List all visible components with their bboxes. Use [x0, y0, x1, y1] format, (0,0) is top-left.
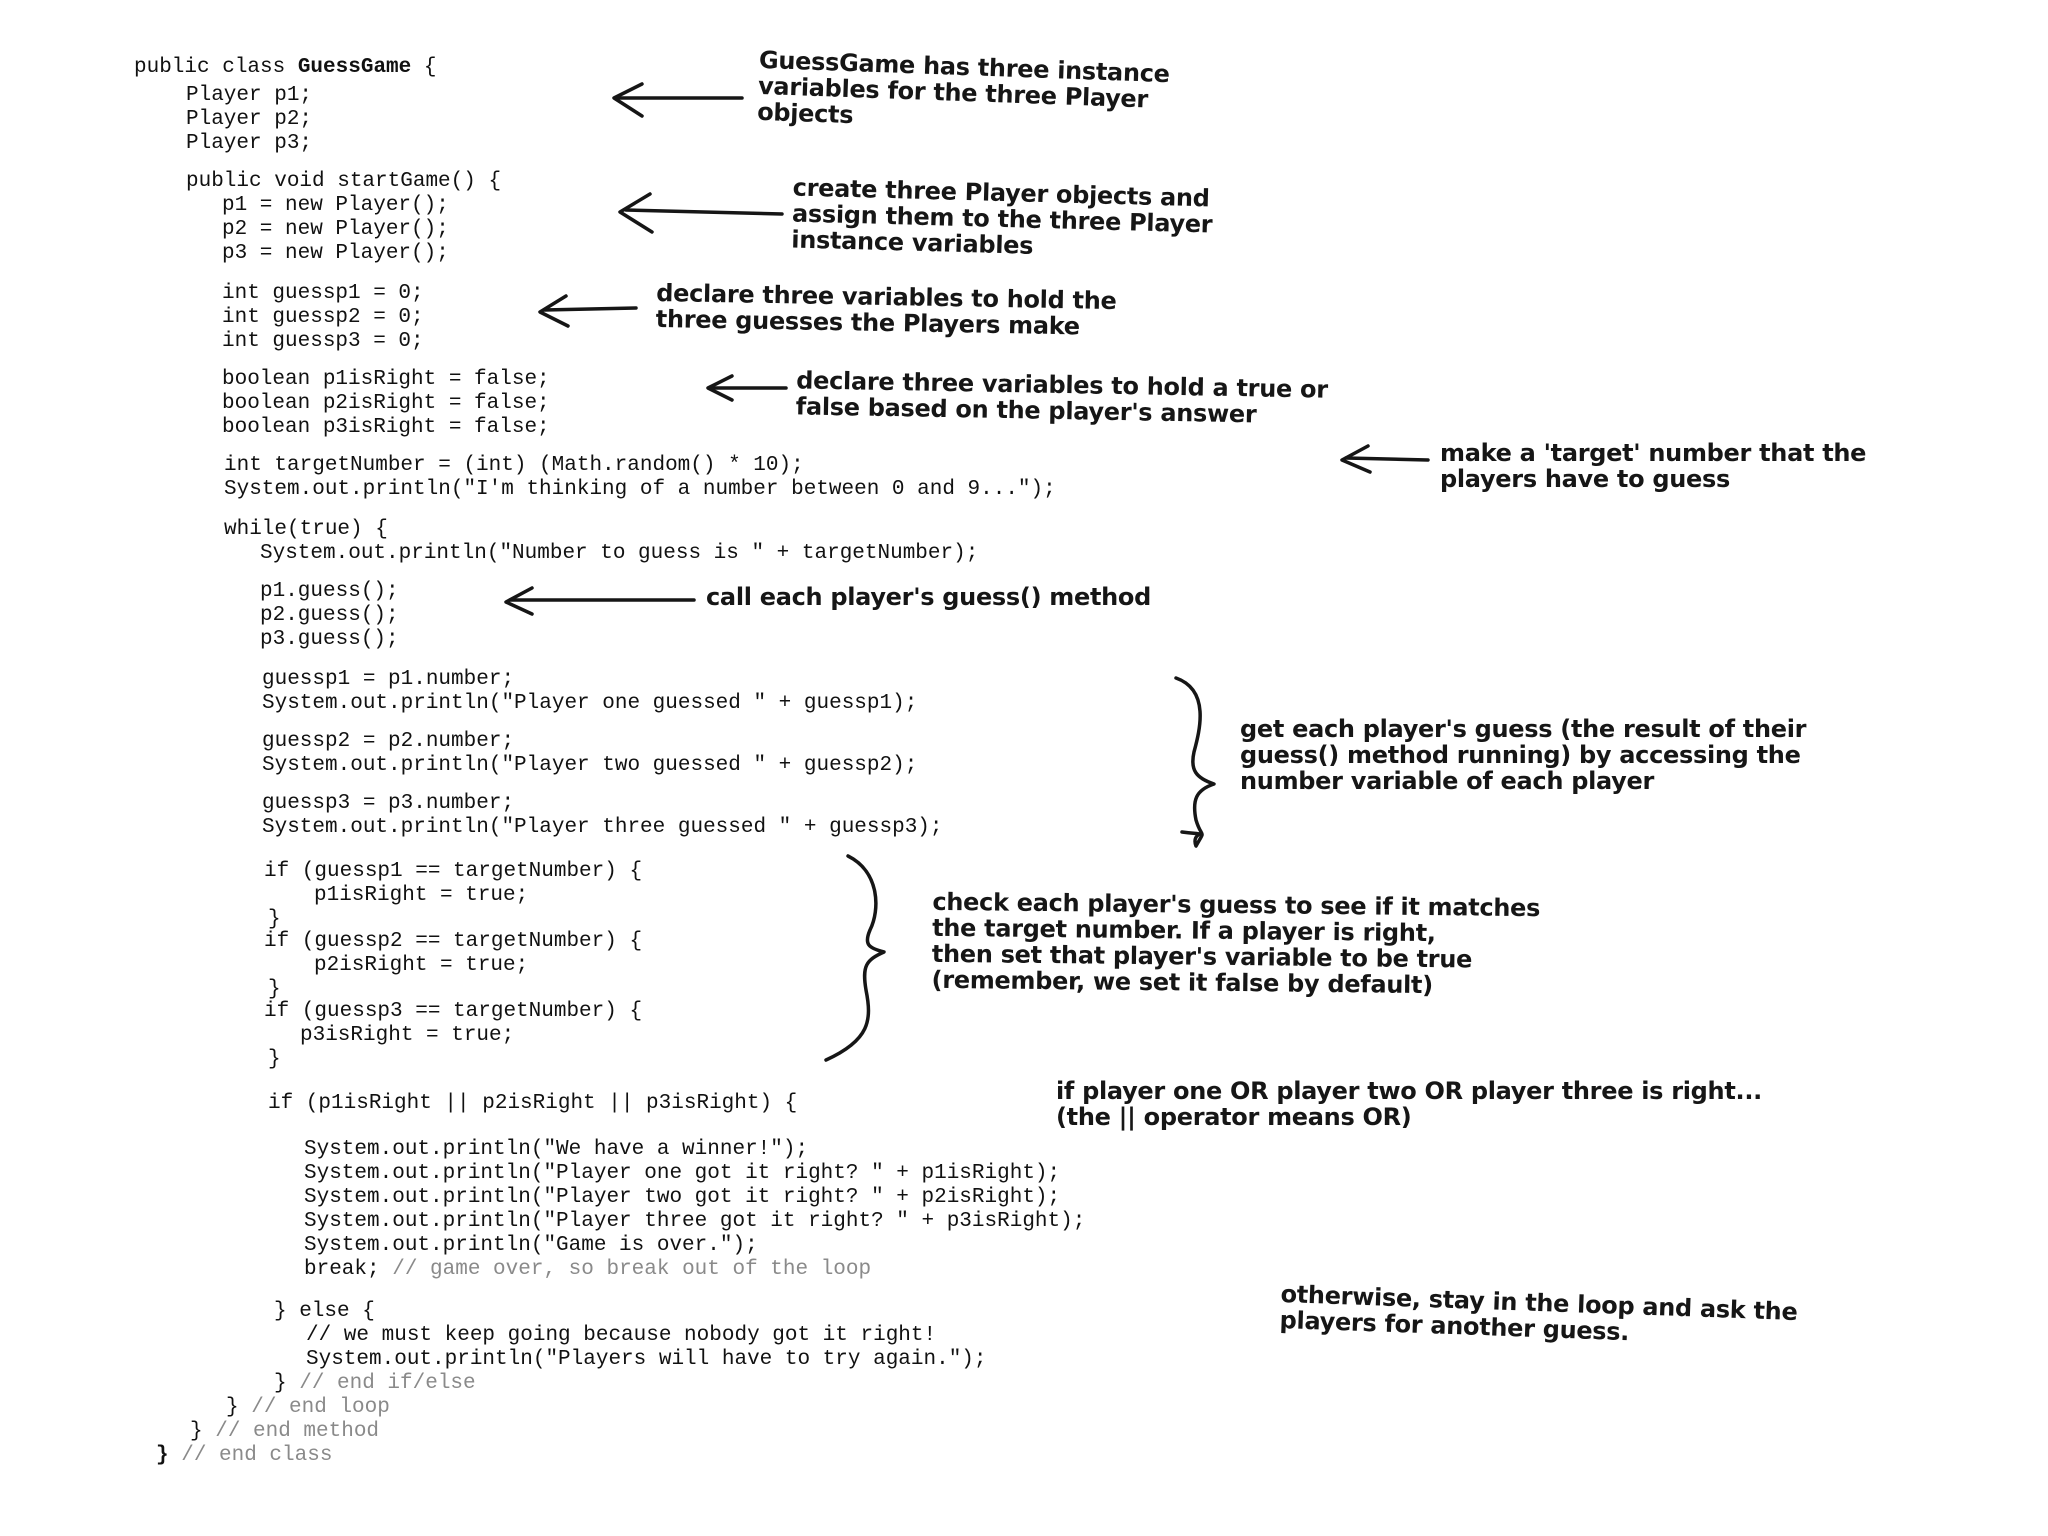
- code-line: if (guessp2 == targetNumber) {: [264, 930, 643, 953]
- code-line: p1isRight = true;: [314, 884, 529, 907]
- annotation-boolean-variables: declare three variables to hold a true or false based on the player's answer: [795, 366, 1328, 429]
- code-line: p2isRight = true;: [314, 954, 529, 977]
- annotation-instance-variables: GuessGame has three instance variables for the three Player objects: [756, 45, 1171, 130]
- code-line: boolean p1isRight = false;: [222, 368, 550, 391]
- annotation-create-players: create three Player objects and assign them to the three Player instance variables: [791, 173, 1213, 260]
- code-line: Player p1;: [186, 84, 313, 107]
- code-line: int targetNumber = (int) (Math.random() * 10);: [224, 454, 804, 477]
- code-line: System.out.println("I'm thinking of a number between 0 and 9...");: [224, 478, 1056, 501]
- code-line: [156, 1444, 332, 1468]
- code-line: boolean p3isRight = false;: [222, 416, 550, 439]
- code-line: }: [268, 908, 281, 931]
- code-line: int guessp1 = 0;: [222, 282, 424, 305]
- code-line: if (p1isRight || p2isRight || p3isRight) {: [268, 1092, 798, 1115]
- code-keyword: public class: [134, 56, 298, 79]
- code-line: System.out.println("Players will have to try again.");: [306, 1348, 987, 1371]
- code-line: System.out.println("Player two guessed " + guessp2);: [262, 754, 918, 777]
- arrow-left-icon: [620, 194, 782, 232]
- arrow-left-icon: [506, 588, 694, 614]
- code-line: Player p3;: [186, 132, 313, 155]
- code-line: System.out.println("Player one got it right? " + p1isRight);: [304, 1162, 1061, 1185]
- code-line: System.out.println("We have a winner!");: [304, 1138, 809, 1161]
- class-name: GuessGame: [297, 56, 412, 79]
- code-brace: }: [274, 1372, 287, 1395]
- code-line: }: [268, 978, 281, 1001]
- code-comment: // end if/else: [286, 1372, 476, 1395]
- code-line: if (guessp1 == targetNumber) {: [264, 860, 643, 883]
- code-brace: }: [156, 1444, 169, 1467]
- arrow-left-icon: [1342, 446, 1428, 472]
- code-line: p2.guess();: [260, 604, 399, 627]
- code-line: p1 = new Player();: [222, 194, 449, 217]
- class-declaration-line: [134, 56, 436, 80]
- right-brace-icon: [826, 856, 884, 1060]
- code-line: [226, 1396, 390, 1420]
- annotation-or-condition: if player one OR player two OR player three is right... (the || operator means OR): [1056, 1077, 1762, 1131]
- code-line: System.out.println("Player three got it right? " + p3isRight);: [304, 1210, 1086, 1233]
- code-line: guessp1 = p1.number;: [262, 668, 515, 691]
- code-line: p3 = new Player();: [222, 242, 449, 265]
- annotation-else-branch: otherwise, stay in the loop and ask the players for another guess.: [1279, 1279, 1798, 1347]
- annotation-get-guesses: get each player's guess (the result of their guess() method running) by accessing the number variable of each player: [1240, 715, 1807, 795]
- code-line: while(true) {: [224, 518, 388, 541]
- annotation-target-number: make a 'target' number that the players have to guess: [1440, 439, 1867, 493]
- annotation-guess-variables: declare three variables to hold the three guesses the Players make: [655, 278, 1117, 341]
- code-comment: // end class: [168, 1444, 333, 1467]
- code-line: System.out.println("Player three guessed " + guessp3);: [262, 816, 943, 839]
- code-line: guessp3 = p3.number;: [262, 792, 515, 815]
- code-line: if (guessp3 == targetNumber) {: [264, 1000, 643, 1023]
- code-line: [274, 1372, 476, 1396]
- annotation-check-guesses: check each player's guess to see if it matches the target number. If a player is right, then set that player's variable to be true (remember, we set it false by default): [931, 887, 1541, 1000]
- code-line: boolean p2isRight = false;: [222, 392, 550, 415]
- code-comment: // end loop: [238, 1396, 390, 1419]
- arrow-left-icon: [708, 376, 786, 400]
- code-line: int guessp3 = 0;: [222, 330, 424, 353]
- code-line: System.out.println("Player two got it right? " + p2isRight);: [304, 1186, 1061, 1209]
- right-brace-icon: [1176, 678, 1214, 846]
- code-line: System.out.println("Game is over.");: [304, 1234, 758, 1257]
- code-brace: }: [226, 1396, 239, 1419]
- code-line: p2 = new Player();: [222, 218, 449, 241]
- code-comment: // end method: [202, 1420, 380, 1443]
- code-line: System.out.println("Player one guessed " + guessp1);: [262, 692, 918, 715]
- method-declaration-line: public void startGame() {: [186, 170, 502, 193]
- code-line: System.out.println("Number to guess is " + targetNumber);: [260, 542, 979, 565]
- code-brace: }: [190, 1420, 203, 1443]
- code-statement: break;: [304, 1258, 380, 1281]
- code-comment: // game over, so break out of the loop: [379, 1258, 872, 1281]
- code-line: int guessp2 = 0;: [222, 306, 424, 329]
- code-line: [190, 1420, 379, 1444]
- code-comment: // we must keep going because nobody got it right!: [306, 1324, 937, 1347]
- code-line: p1.guess();: [260, 580, 399, 603]
- code-line: } else {: [274, 1300, 375, 1323]
- code-line: guessp2 = p2.number;: [262, 730, 515, 753]
- arrow-left-icon: [540, 296, 636, 326]
- code-line: p3.guess();: [260, 628, 399, 651]
- code-line: p3isRight = true;: [300, 1024, 515, 1047]
- code-line: [304, 1258, 871, 1282]
- annotation-call-guess: call each player's guess() method: [706, 583, 1151, 611]
- code-line: }: [268, 1048, 281, 1071]
- code-line: Player p2;: [186, 108, 313, 131]
- arrow-left-icon: [614, 84, 742, 116]
- code-brace: {: [411, 56, 437, 79]
